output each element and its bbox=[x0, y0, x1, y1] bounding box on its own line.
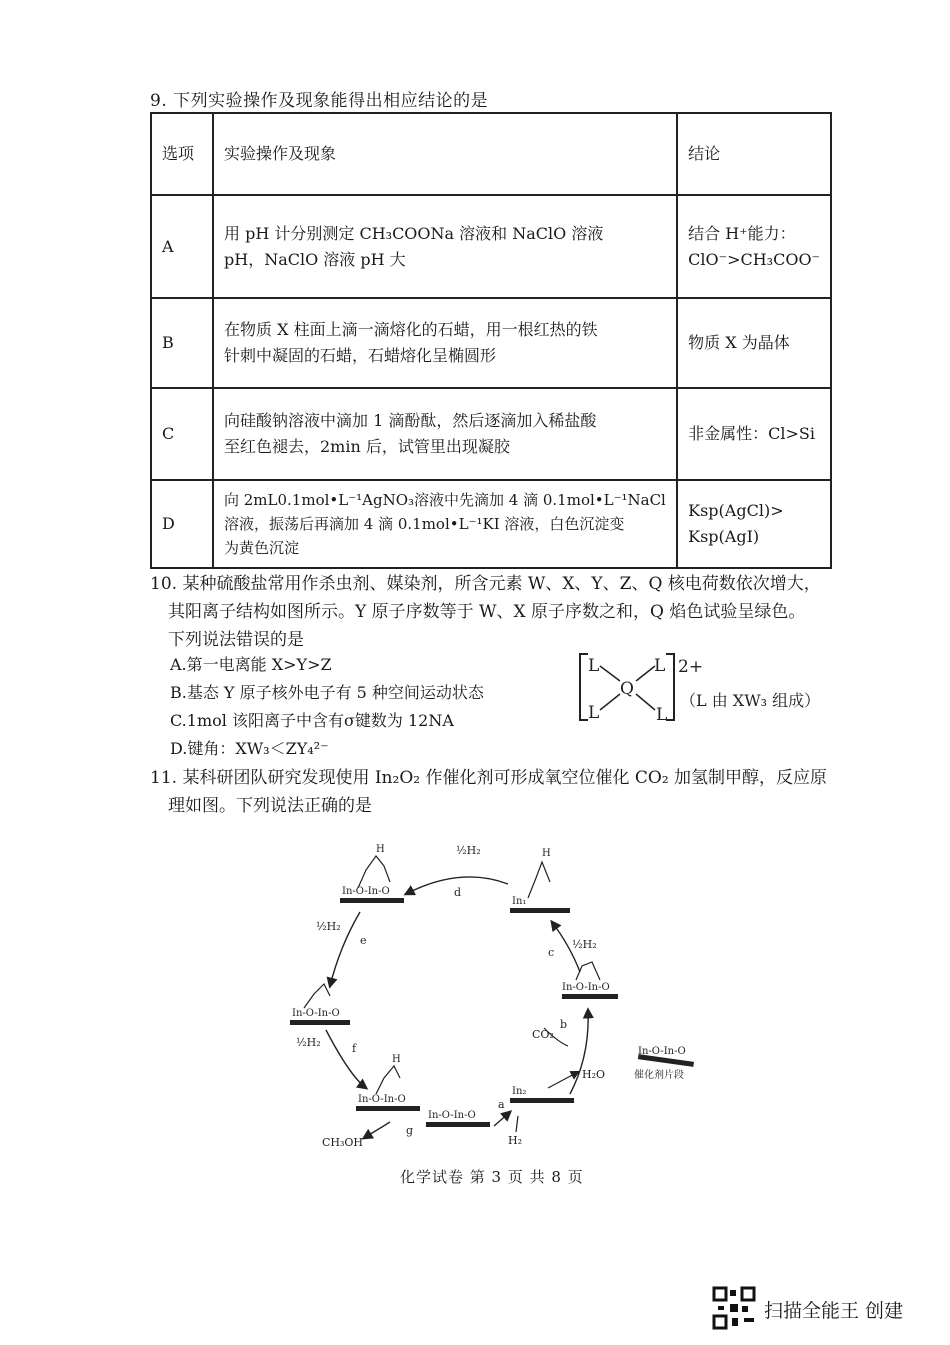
q10-option-c: C.1mol 该阳离子中含有σ键数为 12NA bbox=[170, 711, 454, 730]
operation-line: 为黄色沉淀 bbox=[224, 539, 300, 557]
surface-label: In-O-In-O bbox=[292, 1008, 340, 1019]
row-operation bbox=[213, 298, 677, 388]
table-row bbox=[151, 298, 831, 388]
catalyst-surface-bar bbox=[510, 908, 570, 913]
ligand-label: L bbox=[654, 656, 666, 676]
row-operation bbox=[213, 480, 677, 568]
species-h2: H₂ bbox=[508, 1134, 523, 1147]
operation-line: 向硅酸钠溶液中滴加 1 滴酚酞，然后逐滴加入稀盐酸 bbox=[224, 411, 597, 430]
q9-table bbox=[150, 112, 832, 569]
cycle-arrow-b bbox=[570, 1010, 588, 1094]
row-option: C bbox=[151, 388, 213, 480]
table-row bbox=[151, 480, 831, 568]
species-methanol: CH₃OH bbox=[322, 1136, 364, 1149]
bond-line bbox=[636, 666, 655, 681]
header-operation: 实验操作及现象 bbox=[213, 113, 677, 195]
step-label-e: e bbox=[360, 934, 367, 947]
conclusion-line: 结合 H⁺能力： bbox=[688, 223, 796, 243]
atom-label-h: H bbox=[376, 844, 385, 855]
atom-label-h: H bbox=[542, 848, 551, 859]
q10-stem bbox=[150, 570, 821, 654]
cation-structure bbox=[570, 648, 840, 728]
bond-line bbox=[600, 694, 620, 710]
center-atom-label: Q bbox=[620, 679, 634, 699]
row-conclusion bbox=[677, 195, 831, 298]
row-option: D bbox=[151, 480, 213, 568]
header-option: 选项 bbox=[151, 113, 213, 195]
q11-line: 理如图。下列说法正确的是 bbox=[168, 796, 372, 816]
step-label-a: a bbox=[498, 1098, 505, 1111]
species-half-h2: ½H₂ bbox=[296, 1036, 321, 1049]
conclusion-line: ClO⁻>CH₃COO⁻ bbox=[688, 249, 820, 269]
catalyst-surface-bar bbox=[356, 1106, 420, 1111]
catalyst-surface-bar bbox=[510, 1098, 574, 1103]
catalytic-cycle-diagram bbox=[280, 826, 720, 1156]
row-conclusion bbox=[677, 480, 831, 568]
q11-stem bbox=[150, 764, 827, 820]
step-label-f: f bbox=[352, 1042, 357, 1055]
operation-line: 针刺中凝固的石蜡，石蜡熔化呈椭圆形 bbox=[224, 346, 497, 365]
left-bracket bbox=[580, 654, 588, 720]
step-label-d: d bbox=[454, 886, 462, 899]
arrow-methanol-out bbox=[364, 1122, 390, 1138]
row-conclusion: 非金属性：Cl>Si bbox=[677, 388, 831, 480]
ligand-label: L bbox=[656, 705, 668, 725]
q10-option-d: D.键角：XW₃＜ZY₄²⁻ bbox=[170, 739, 329, 758]
q9-title: 9. 下列实验操作及现象能得出相应结论的是 bbox=[150, 91, 489, 111]
catalyst-surface-bar bbox=[426, 1122, 490, 1127]
step-label-b: b bbox=[560, 1018, 568, 1031]
row-conclusion: 物质 X 为晶体 bbox=[677, 298, 831, 388]
operation-line: 在物质 X 柱面上滴一滴熔化的石蜡，用一根红热的铁 bbox=[224, 320, 598, 339]
header-conclusion: 结论 bbox=[677, 113, 831, 195]
row-option: A bbox=[151, 195, 213, 298]
q10-option-a: A.第一电离能 X>Y>Z bbox=[170, 655, 332, 674]
step-label-g: g bbox=[406, 1124, 414, 1137]
catalyst-surface-bar bbox=[340, 898, 404, 903]
conclusion-line: Ksp(AgI) bbox=[688, 527, 760, 546]
catalyst-legend-label: In-O-In-O bbox=[638, 1046, 686, 1057]
catalyst-legend-caption: 催化剂片段 bbox=[634, 1070, 684, 1081]
species-half-h2: ½H₂ bbox=[456, 844, 481, 857]
qr-code-icon bbox=[712, 1286, 756, 1330]
q10-option-b: B.基态 Y 原子核外电子有 5 种空间运动状态 bbox=[170, 683, 484, 702]
table-row bbox=[151, 388, 831, 480]
surface-label: In-O-In-O bbox=[562, 982, 610, 993]
operation-line: 溶液，振荡后再滴加 4 滴 0.1mol•L⁻¹KI 溶液，白色沉淀变 bbox=[224, 515, 625, 533]
species-co2: CO₂ bbox=[532, 1028, 554, 1041]
surface-label: In₂ bbox=[512, 1086, 527, 1097]
page-footer: 化学试卷 第 3 页 共 8 页 bbox=[400, 1168, 584, 1186]
charge-label: 2+ bbox=[678, 657, 704, 677]
ligand-label: L bbox=[588, 656, 600, 676]
catalyst-surface-bar bbox=[562, 994, 618, 999]
surface-label: In₁ bbox=[512, 896, 527, 907]
operation-line: 用 pH 计分别测定 CH₃COONa 溶液和 NaClO 溶液 bbox=[224, 223, 604, 243]
atom-label-h: H bbox=[392, 1054, 401, 1065]
catalyst-surface-bar bbox=[290, 1020, 350, 1025]
ligand-label: L bbox=[588, 703, 600, 723]
cycle-arrow-f bbox=[326, 1030, 366, 1088]
operation-line: 向 2mL0.1mol•L⁻¹AgNO₃溶液中先滴加 4 滴 0.1mol•L⁻¹NaCl bbox=[224, 491, 666, 509]
scanner-brand: 扫描全能王 创建 bbox=[764, 1300, 904, 1322]
surface-label: In-O-In-O bbox=[342, 886, 390, 897]
q11-line: 11. 某科研团队研究发现使用 In₂O₂ 作催化剂可形成氧空位催化 CO₂ 加氢制甲醇，反应原 bbox=[150, 768, 828, 788]
operation-line: pH，NaClO 溶液 pH 大 bbox=[224, 249, 406, 269]
operation-line: 至红色褪去，2min 后，试管里出现凝胶 bbox=[224, 437, 510, 456]
surface-label: In-O-In-O bbox=[358, 1094, 406, 1105]
species-h2o: H₂O bbox=[582, 1068, 606, 1081]
h2-in-line bbox=[516, 1116, 518, 1132]
q10-line: 下列说法错误的是 bbox=[168, 630, 304, 650]
conclusion-line: Ksp(AgCl)> bbox=[688, 501, 784, 520]
step-label-c: c bbox=[548, 946, 555, 959]
bond-line bbox=[636, 694, 655, 710]
row-operation bbox=[213, 195, 677, 298]
row-option: B bbox=[151, 298, 213, 388]
q10-line: 10. 某种硫酸盐常用作杀虫剂、媒染剂，所含元素 W、X、Y、Z、Q 核电荷数依次增大， bbox=[150, 574, 821, 594]
q10-line: 其阳离子结构如图所示。Y 原子序数等于 W、X 原子序数之和，Q 焰色试验呈绿色。 bbox=[168, 602, 806, 622]
ligand-note: （L 由 XW₃ 组成） bbox=[680, 691, 821, 710]
species-half-h2: ½H₂ bbox=[572, 938, 597, 951]
bond-line bbox=[600, 666, 620, 681]
cycle-arrow-a bbox=[494, 1112, 510, 1126]
species-half-h2: ½H₂ bbox=[316, 920, 341, 933]
table-row bbox=[151, 195, 831, 298]
row-operation bbox=[213, 388, 677, 480]
surface-label: In-O-In-O bbox=[428, 1110, 476, 1121]
table-header-row bbox=[151, 113, 831, 195]
q10-options bbox=[170, 652, 484, 764]
